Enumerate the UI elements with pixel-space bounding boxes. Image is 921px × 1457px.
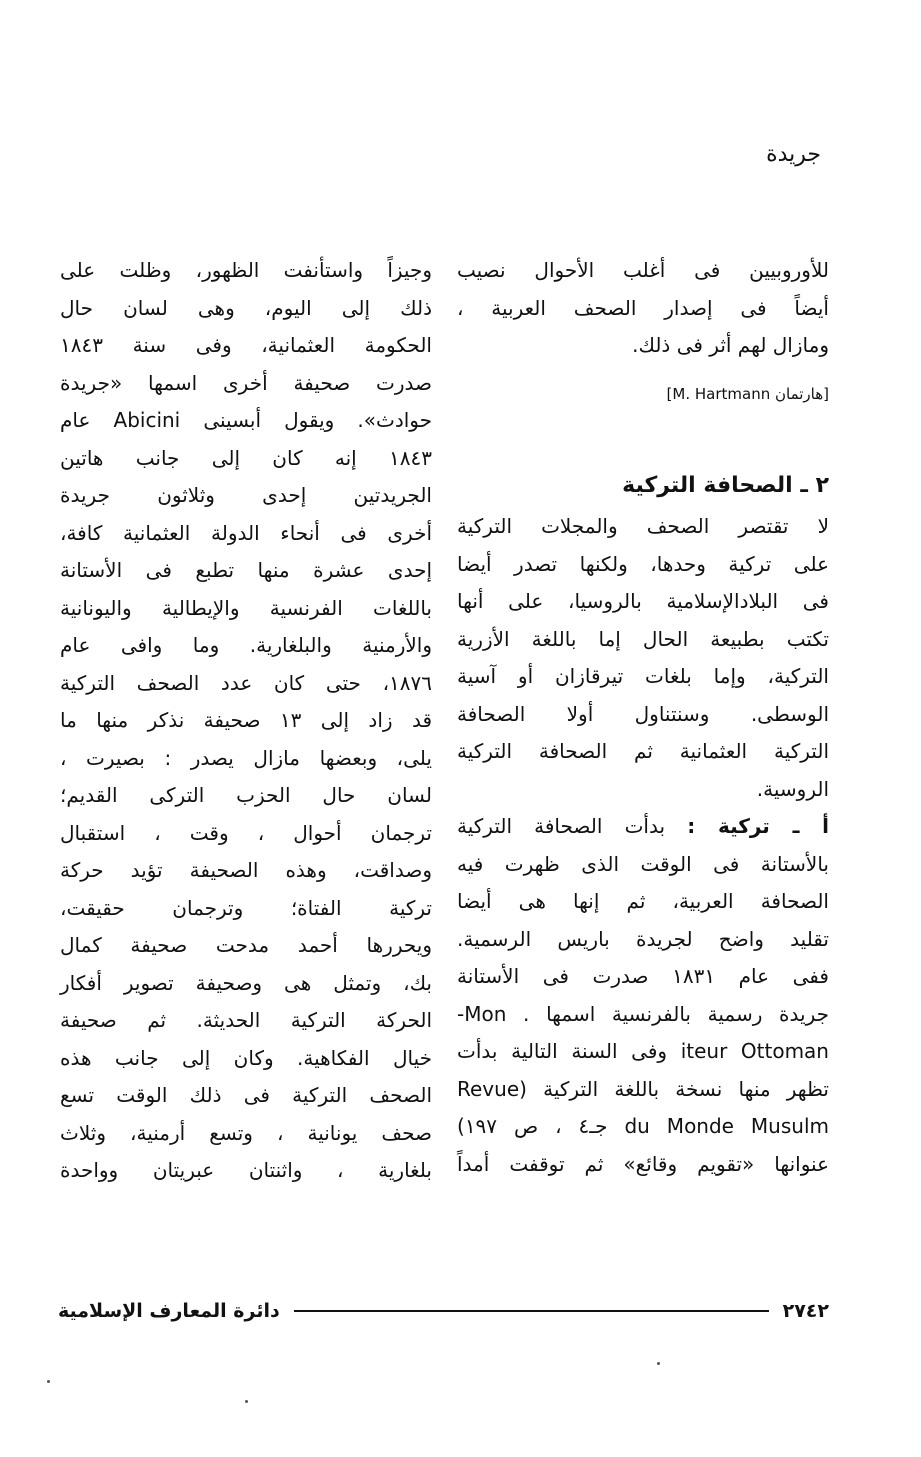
left-column xyxy=(60,252,432,1190)
text-line: صحف يونانية ، وتسع أرمنية، وثلاث xyxy=(60,1120,432,1145)
text-line: صدرت صحيفة أخرى اسمها «جريدة xyxy=(60,370,432,395)
text-line: باللغات الفرنسية والإيطالية واليونانية xyxy=(60,595,432,620)
text-line: الروسية. xyxy=(756,776,829,801)
text-line: لا تقتصر الصحف والمجلات التركية xyxy=(457,514,829,538)
text-line: وصداقت، وهذه الصحيفة تؤيد حركة xyxy=(60,858,432,882)
text-line: ويحررها أحمد مدحت صحيفة كمال xyxy=(60,933,432,957)
text-line: ترجمان أحوال ، وقت ، استقبال xyxy=(60,820,432,845)
text-line: تكتب بطبيعة الحال إما باللغة الأزرية xyxy=(457,626,829,651)
text-line: فى البلادالإسلامية بالروسيا، على أنها xyxy=(457,589,829,613)
text-line xyxy=(457,808,829,846)
section-heading: ٢ ـ الصحافة التركية xyxy=(622,472,829,498)
subsection-lead: أ ـ تركية : xyxy=(687,814,830,838)
scan-speck xyxy=(47,1380,50,1383)
footer-rule xyxy=(294,1310,769,1312)
text-line: iteur Ottoman وفى السنة التالية بدأت xyxy=(457,1039,829,1063)
text-line: الجريدتين إحدى وثلاثون جريدة xyxy=(60,483,432,507)
text-line: التركية العثمانية ثم الصحافة التركية xyxy=(457,739,829,763)
text-line: ففى عام ١٨٣١ صدرت فى الأستانة xyxy=(457,964,829,988)
text-line: أخرى فى أنحاء الدولة العثمانية كافة، xyxy=(60,520,432,545)
text-line: وجيزاً واستأنفت الظهور، وظلت على xyxy=(60,258,432,282)
page-footer xyxy=(58,1296,829,1326)
text-line: الوسطى. وسنتناول أولا الصحافة xyxy=(457,701,829,726)
scan-speck xyxy=(245,1400,248,1403)
text-line: قد زاد إلى ١٣ صحيفة نذكر منها ما xyxy=(60,708,433,732)
reference-text: [هارتمان M. Hartmann] xyxy=(666,384,829,403)
text-line: بلغارية ، واثنتان عبريتان وواحدة xyxy=(60,1158,432,1182)
text-line: ١٨٧٦، حتى كان عدد الصحف التركية xyxy=(60,670,432,695)
running-title: جريدة xyxy=(766,142,821,167)
publication-title: دائرة المعارف الإسلامية xyxy=(58,1300,280,1322)
text-line: الحركة التركية الحديثة. ثم صحيفة xyxy=(60,1008,432,1032)
text-line: الصحف التركية فى ذلك الوقت تسع xyxy=(60,1083,432,1107)
text-line: بك، وتمثل هى وصحيفة تصوير أفكار xyxy=(60,970,432,995)
text-line: للأوروبيين فى أغلب الأحوال نصيب xyxy=(457,258,829,282)
text-line: تقليد واضح لجريدة باريس الرسمية. xyxy=(457,926,829,951)
right-column xyxy=(457,252,829,1183)
text-line: يلى، وبعضها مازال يصدر : بصيرت ، xyxy=(60,745,432,770)
text-line: ومازال لهم أثر فى ذلك. xyxy=(632,333,829,357)
text-line: التركية، وإما بلغات تيرقازان أو آسية xyxy=(457,664,829,688)
scan-speck xyxy=(657,1362,660,1365)
text-line: إحدى عشرة منها تطبع فى الأستانة xyxy=(60,558,432,582)
text-line: خيال الفكاهية. وكان إلى جانب هذه xyxy=(60,1045,432,1070)
text-line: حوادث». ويقول أبسينى Abicini عام xyxy=(60,408,432,432)
text-line: تظهر منها نسخة باللغة التركية (Revue xyxy=(457,1076,829,1101)
text-line: على تركية وحدها، ولكنها تصدر أيضا xyxy=(457,551,829,576)
text-line: أيضاً فى إصدار الصحف العربية ، xyxy=(457,295,829,320)
text-line: الصحافة العربية، ثم إنها هى أيضا xyxy=(457,889,829,913)
line-rest: بدأت الصحافة التركية xyxy=(457,814,666,838)
text-line: ١٨٤٣ إنه كان إلى جانب هاتين xyxy=(60,445,432,470)
text-line: لسان حال الحزب التركى القديم؛ xyxy=(60,783,432,807)
text-line: du Monde Musulm جـ٤ ، ص ١٩٧) xyxy=(457,1114,829,1138)
text-line: ذلك إلى اليوم، وهى لسان حال xyxy=(60,295,432,320)
text-line: بالأستانة فى الوقت الذى ظهرت فيه xyxy=(457,851,829,876)
text-line: تركية الفتاة؛ وترجمان حقيقت، xyxy=(60,895,432,920)
intro-paragraph xyxy=(457,252,829,365)
text-line: الحكومة العثمانية، وفى سنة ١٨٤٣ xyxy=(60,333,432,357)
text-line: عنوانها «تقويم وقائع» ثم توقفت أمداً xyxy=(457,1151,829,1176)
page-number: ٢٧٤٢ xyxy=(782,1300,829,1322)
author-reference xyxy=(457,383,829,405)
text-line: والأرمنية والبلغارية. وما وافى عام xyxy=(60,633,432,657)
paragraph-continued xyxy=(60,252,432,1190)
paragraph-turkey xyxy=(457,808,829,1183)
text-line: جريدة رسمية بالفرنسية اسمها . Mon- xyxy=(457,1001,829,1026)
paragraph-turkish-press xyxy=(457,508,829,808)
